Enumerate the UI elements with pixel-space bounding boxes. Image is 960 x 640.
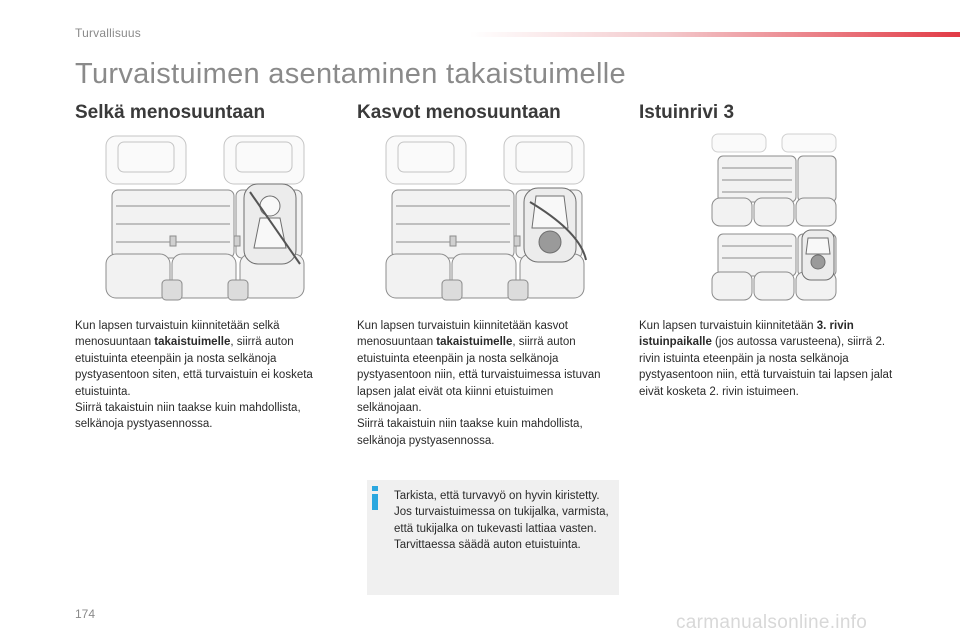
forward-facing-text <box>357 318 619 449</box>
second-row-seats <box>712 156 836 226</box>
info-box <box>367 480 619 595</box>
section-label: Turvallisuus <box>75 26 141 40</box>
rear-facing-paragraph-2: Siirrä takaistuin niin taakse kuin mahdollista, selkänoja pystyasennossa. <box>75 402 301 431</box>
front-seats-outline <box>712 134 836 152</box>
info-icon <box>369 486 381 510</box>
child-seat-third-row <box>802 230 834 280</box>
forward-facing-paragraph-2: Siirrä takaistuin niin taakse kuin mahdollista, selkänoja pystyasennossa. <box>357 418 583 447</box>
info-line-2: Jos turvaistuimessa on tukijalka, varmista, että tukijalka on tukevasti lattiaa vasten. Tarvittaessa säädä auton etuistuinta. <box>394 506 609 552</box>
forward-facing-seat-illustration <box>380 132 592 304</box>
page-number: 174 <box>75 607 96 621</box>
front-seats-outline <box>106 136 304 184</box>
rear-facing-paragraph-1: Kun lapsen turvaistuin kiinnitetään selkä menosuuntaan takaistuimelle, siirrä auton etuistuinta eteenpäin ja nosta selkänoja pystyasentoon siten, että turvaistuin ei kosketa etuistuinta. <box>75 320 313 398</box>
header-accent-bar <box>470 32 960 37</box>
forward-facing-paragraph-1: Kun lapsen turvaistuin kiinnitetään kasvot menosuuntaan takaistuimelle, siirrä auton etuistuinta eteenpäin ja nosta selkänoja pystyasentoon niin, että turvaistuimessa istuvan lapsen jalat eivät ota kiinni etuistuimen selkänojaan. <box>357 320 601 415</box>
third-row-text <box>639 318 903 400</box>
page-title: Turvaistuimen asentaminen takaistuimelle <box>75 58 626 90</box>
info-line-1: Tarkista, että turvavyö on hyvin kiristetty. <box>394 490 600 502</box>
heading-rear-facing: Selkä menosuuntaan <box>75 102 266 123</box>
rear-facing-seat-illustration <box>100 132 312 304</box>
third-row-seat-illustration <box>706 132 842 304</box>
watermark: carmanualsonline.info <box>676 612 868 633</box>
rear-facing-text <box>75 318 335 433</box>
child-seat-rear-facing <box>244 184 300 264</box>
info-text <box>394 488 616 554</box>
front-seats-outline <box>386 136 584 184</box>
third-row-paragraph-1: Kun lapsen turvaistuin kiinnitetään 3. rivin istuinpaikalle (jos autossa varusteena), siirrä 2. rivin istuinta eteenpäin ja nosta selkänoja pystyasentoon niin, että turvaistuin tai lapsen jalat eivät kosketa 2. rivin istuimeen. <box>639 320 893 398</box>
heading-third-row: Istuinrivi 3 <box>639 102 735 123</box>
heading-forward-facing: Kasvot menosuuntaan <box>357 102 561 123</box>
